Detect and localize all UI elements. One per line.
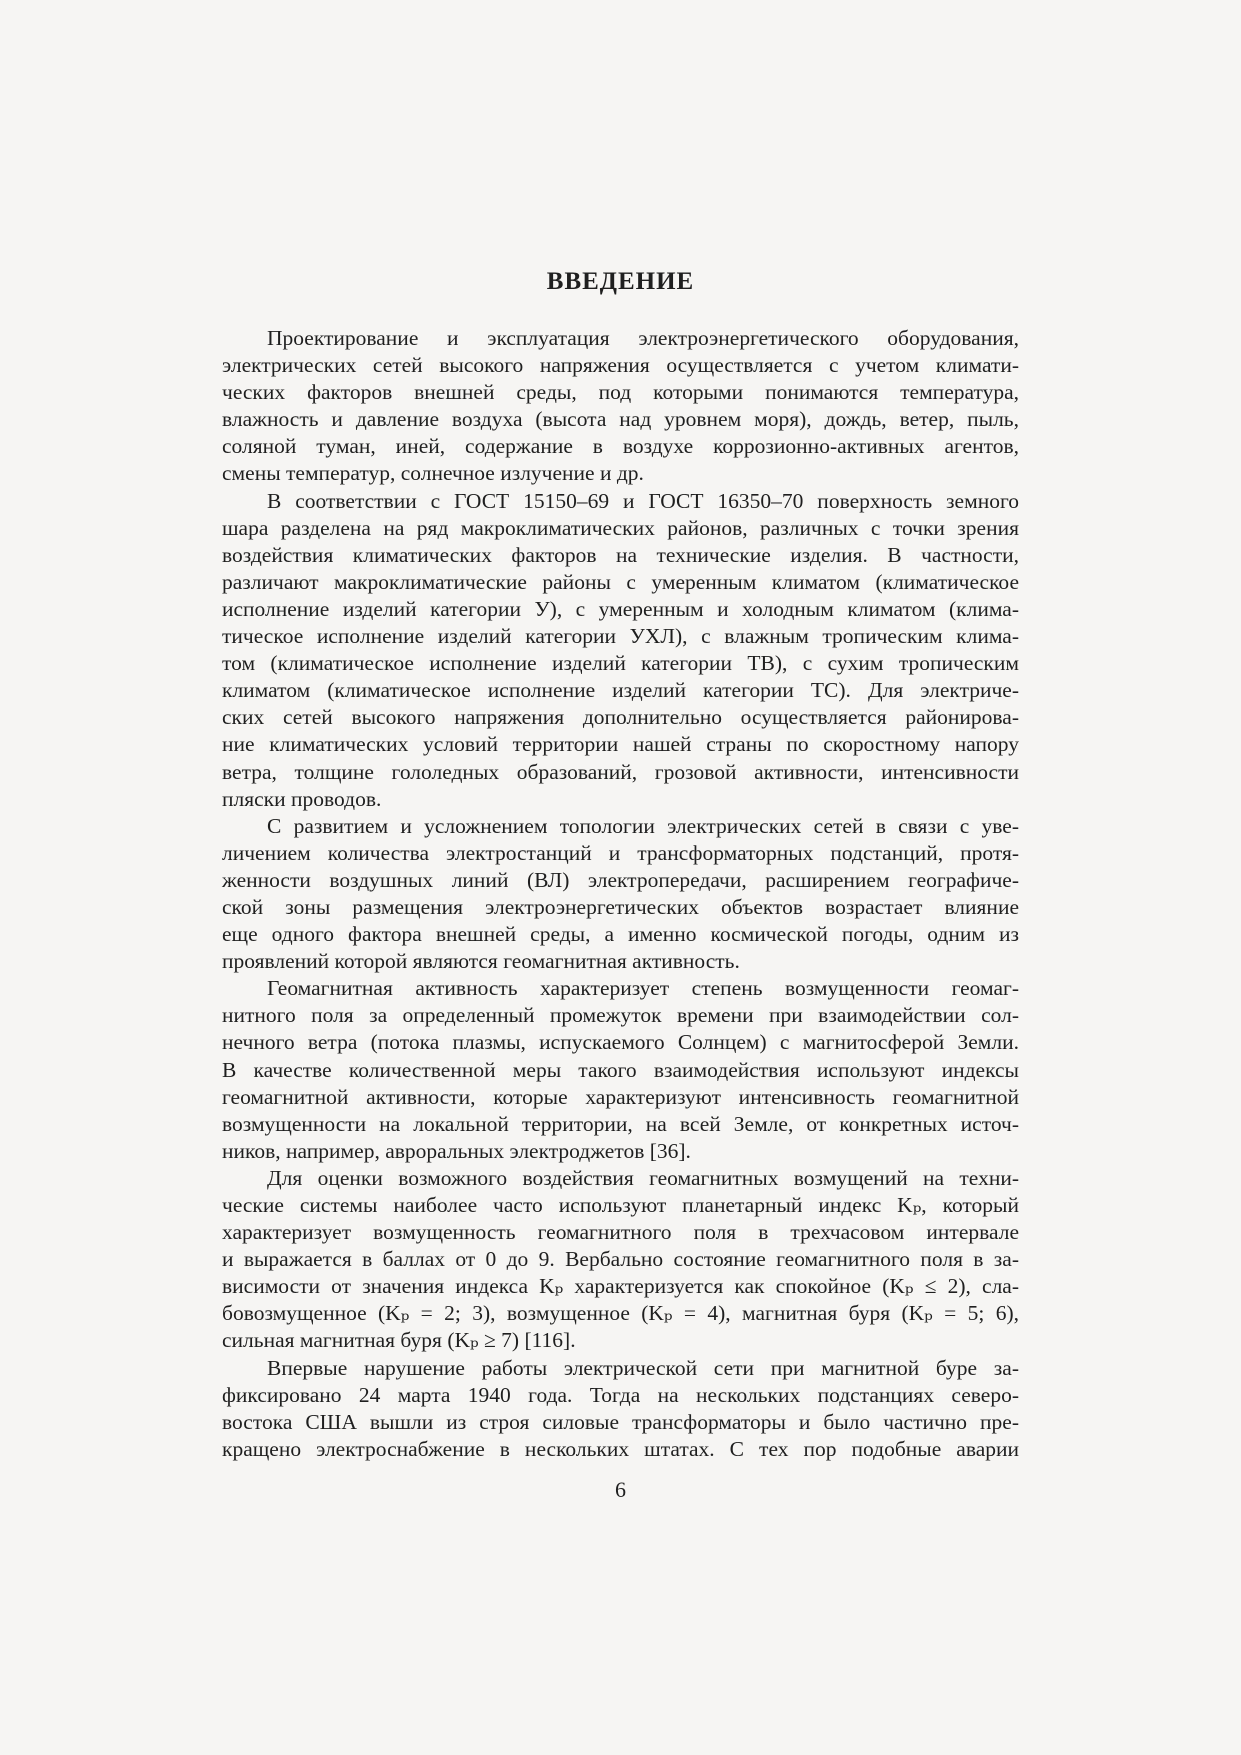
paragraph (222, 975, 1019, 1165)
text-line: смены температур, солнечное излучение и др. (222, 461, 644, 486)
text-line: Впервые нарушение работы электрической сети при магнитной буре за- (267, 1355, 1019, 1380)
text-line: Для оценки возможного воздействия геомагнитных возмущений на техни- (267, 1165, 1019, 1190)
page-title: ВВЕДЕНИЕ (546, 268, 695, 295)
text-line: пляски проводов. (222, 786, 382, 811)
text-line: ние климатических условий территории нашей страны по скоростному напору (222, 732, 1019, 757)
paragraph (222, 1355, 1019, 1463)
text-line: различают макроклиматические районы с умеренным климатом (климатическое (222, 569, 1019, 594)
paragraph (222, 813, 1019, 976)
text-line: личением количества электростанций и трансформаторных подстанций, протя- (222, 840, 1019, 865)
text-line: и выражается в баллах от 0 до 9. Вербально состояние геомагнитного поля в за- (222, 1247, 1019, 1272)
text-line: нечного ветра (потока плазмы, испускаемого Солнцем) с магнитосферой Земли. (222, 1030, 1019, 1055)
text-line: климатом (климатическое исполнение изделий категории ТС). Для электриче- (222, 678, 1019, 703)
paragraph (222, 325, 1019, 488)
text-line: ников, например, авроральных электроджетов [36]. (222, 1138, 691, 1163)
paragraph (222, 488, 1019, 813)
text-line: тическое исполнение изделий категории УХЛ), с влажным тропическим клима- (222, 624, 1019, 649)
text-line: кращено электроснабжение в нескольких штатах. С тех пор подобные аварии (222, 1436, 1019, 1461)
text-line: еще одного фактора внешней среды, а именно космической погоды, одним из (222, 922, 1019, 947)
text-line: женности воздушных линий (ВЛ) электропередачи, расширением географиче- (222, 867, 1019, 892)
text-line: шара разделена на ряд макроклиматических районов, различных с точки зрения (222, 515, 1019, 540)
text-line: ветра, толщине гололедных образований, грозовой активности, интенсивности (222, 759, 1019, 784)
text-line: висимости от значения индекса Kₚ характеризуется как спокойное (Kₚ ≤ 2), сла- (222, 1274, 1019, 1299)
text-line: влажность и давление воздуха (высота над уровнем моря), дождь, ветер, пыль, (222, 407, 1019, 432)
text-line: ской зоны размещения электроэнергетических объектов возрастает влияние (222, 894, 1019, 919)
text-line: возмущенности на локальной территории, на всей Земле, от конкретных источ- (222, 1111, 1019, 1136)
text-line: ских сетей высокого напряжения дополнительно осуществляется районирова- (222, 705, 1019, 730)
paragraph (222, 1165, 1019, 1355)
text-line: воздействия климатических факторов на технические изделия. В частности, (222, 542, 1019, 567)
text-line: Проектирование и эксплуатация электроэнергетического оборудования, (267, 326, 1019, 350)
text-line: нитного поля за определенный промежуток времени при взаимодействии сол- (222, 1003, 1019, 1028)
text-line: бовозмущенное (Kₚ = 2; 3), возмущенное (Kₚ = 4), магнитная буря (Kₚ = 5; 6), (222, 1301, 1019, 1326)
text-line: В качестве количественной меры такого взаимодействия используют индексы (222, 1057, 1019, 1082)
text-line: электрических сетей высокого напряжения осуществляется с учетом климати- (222, 353, 1019, 378)
text-line: востока США вышли из строя силовые трансформаторы и было частично пре- (222, 1409, 1019, 1434)
text-line: ческих факторов внешней среды, под которыми понимаются температура, (222, 380, 1019, 405)
page-number: 6 (615, 1477, 626, 1502)
text-line: геомагнитной активности, которые характеризуют интенсивность геомагнитной (222, 1084, 1019, 1109)
text-line: сильная магнитная буря (Kₚ ≥ 7) [116]. (222, 1328, 576, 1353)
text-line: исполнение изделий категории У), с умеренным и холодным климатом (клима- (222, 596, 1019, 621)
text-line: фиксировано 24 марта 1940 года. Тогда на нескольких подстанциях северо- (222, 1382, 1019, 1407)
body-text (222, 325, 1019, 1463)
text-line: проявлений которой являются геомагнитная активность. (222, 949, 740, 974)
text-line: В соответствии с ГОСТ 15150–69 и ГОСТ 16350–70 поверхность земного (267, 488, 1019, 513)
text-line: С развитием и усложнением топологии электрических сетей в связи с уве- (267, 813, 1019, 838)
text-line: соляной туман, иней, содержание в воздухе коррозионно-активных агентов, (222, 434, 1019, 459)
text-line: Геомагнитная активность характеризует степень возмущенности геомаг- (267, 976, 1019, 1001)
text-line: том (климатическое исполнение изделий категории ТВ), с сухим тропическим (222, 651, 1019, 676)
text-line: ческие системы наиболее часто используют планетарный индекс Kₚ, который (222, 1193, 1019, 1217)
text-line: характеризует возмущенность геомагнитного поля в трехчасовом интервале (222, 1220, 1019, 1245)
